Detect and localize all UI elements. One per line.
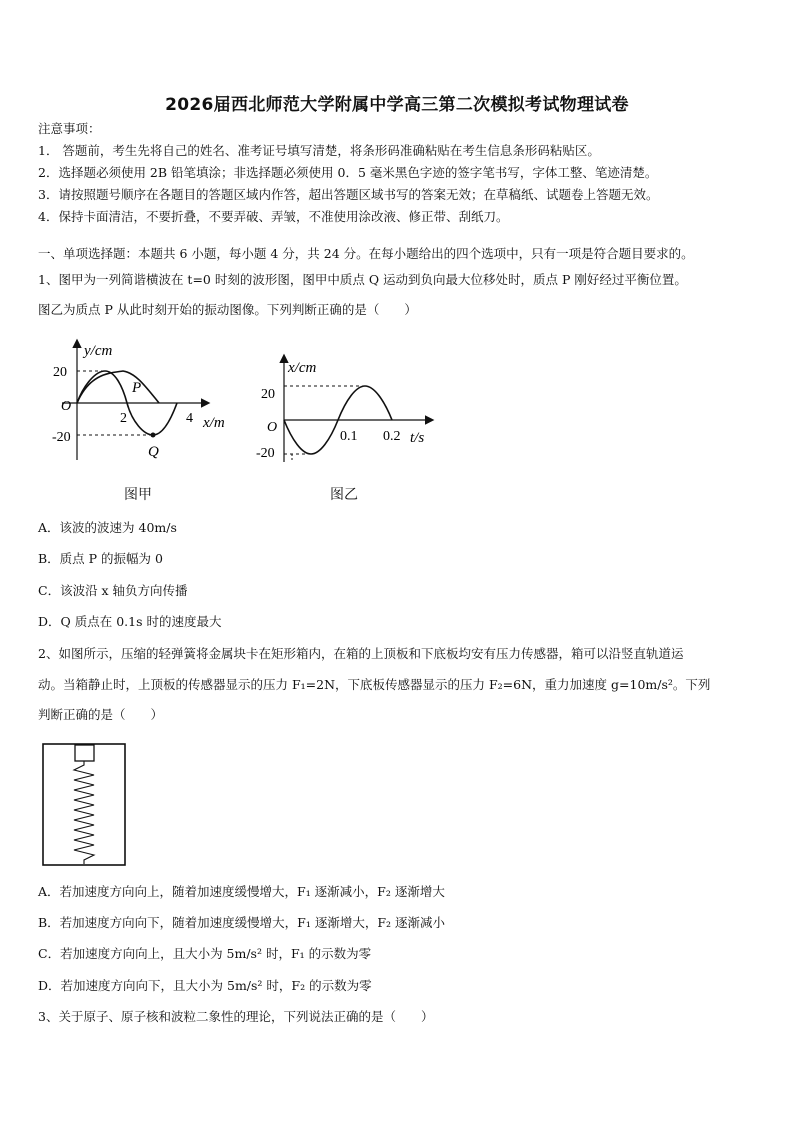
section-heading: 一、单项选择题：本题共 6 小题，每小题 4 分，共 24 分。在每小题给出的四个选项中，只有一项是符合题目要求的。 <box>38 246 694 261</box>
tick-label: 4 <box>186 411 193 426</box>
wave-curve <box>77 371 159 403</box>
option-d: D．Q 质点在 0.1s 时的速度最大 <box>38 614 222 629</box>
notice-heading: 注意事项： <box>38 121 101 136</box>
tick-label: 20 <box>53 365 67 380</box>
tick-label: 2 <box>120 411 127 426</box>
figure-wave <box>50 335 250 467</box>
tick-label: -20 <box>52 430 71 445</box>
figure-caption: 图乙 <box>330 487 358 503</box>
page-title: 2026届西北师范大学附属中学高三第二次模拟考试物理试卷 <box>165 95 629 115</box>
option-b: B．若加速度方向向下，随着加速度缓慢增大，F₁ 逐渐增大，F₂ 逐渐减小 <box>38 915 446 930</box>
tick-label: 0.2 <box>383 429 401 444</box>
tick-label: 0.1 <box>340 429 358 444</box>
x-axis-label: x/m <box>203 415 225 431</box>
option-a: A．该波的波速为 40m/s <box>38 520 177 535</box>
option-b: B．质点 P 的振幅为 0 <box>38 551 163 566</box>
figure-caption: 图甲 <box>124 487 152 503</box>
option-c: C．该波沿 x 轴负方向传播 <box>38 583 188 598</box>
x-axis-label: t/s <box>410 430 425 446</box>
y-axis-label: y/cm <box>84 343 113 359</box>
notice-item: 4．保持卡面清洁，不要折叠，不要弄破、弄皱，不准使用涂改液、修正带、刮纸刀。 <box>38 209 509 224</box>
y-axis-label: x/cm <box>288 360 317 376</box>
question-1-stem: 1、图甲为一列简谐横波在 t=0 时刻的波形图，图甲中质点 Q 运动到负向最大位移处时，质点 P 刚好经过平衡位置。 <box>38 272 687 287</box>
origin-label: O <box>267 420 278 435</box>
option-c: C．若加速度方向向上，且大小为 5m/s² 时，F₁ 的示数为零 <box>38 946 372 961</box>
point-q-label: Q <box>148 444 159 460</box>
question-2-stem: 动。当箱静止时，上顶板的传感器显示的压力 F₁=2N，下底板传感器显示的压力 F₂=6N，重力加速度 g=10m/s²。下列 <box>38 677 711 692</box>
figure-vibration <box>252 352 442 467</box>
notice-item: 1． 答题前，考生先将自己的姓名、准考证号填写清楚，将条形码准确粘贴在考生信息条形码粘贴区。 <box>38 143 600 158</box>
point-p-label: P <box>132 380 142 396</box>
spring <box>74 761 94 864</box>
question-3-stem: 3、关于原子、原子核和波粒二象性的理论，下列说法正确的是（ ） <box>38 1009 434 1024</box>
notice-item: 3．请按照题号顺序在各题目的答题区域内作答，超出答题区域书写的答案无效；在草稿纸、试题卷上答题无效。 <box>38 187 659 202</box>
option-a: A．若加速度方向向上，随着加速度缓慢增大，F₁ 逐渐减小，F₂ 逐渐增大 <box>38 884 445 899</box>
option-d: D．若加速度方向向下，且大小为 5m/s² 时，F₂ 的示数为零 <box>38 978 372 993</box>
notice-item: 2．选择题必须使用 2B 铅笔填涂；非选择题必须使用 0．5 毫米黑色字迹的签字笔书写，字体工整、笔迹清楚。 <box>38 165 658 180</box>
figure-spring-box <box>42 743 128 867</box>
tick-label: 20 <box>261 387 275 402</box>
question-2-stem: 2、如图所示，压缩的轻弹簧将金属块卡在矩形箱内，在箱的上顶板和下底板均安有压力传感器，箱可以沿竖直轨道运 <box>38 646 684 661</box>
question-1-stem: 图乙为质点 P 从此时刻开始的振动图像。下列判断正确的是（ ） <box>38 302 417 317</box>
origin-label: O <box>61 399 72 414</box>
metal-block <box>75 745 94 761</box>
tick-label: -20 <box>256 446 275 461</box>
question-2-stem: 判断正确的是（ ） <box>38 707 164 722</box>
point-q <box>151 433 156 438</box>
